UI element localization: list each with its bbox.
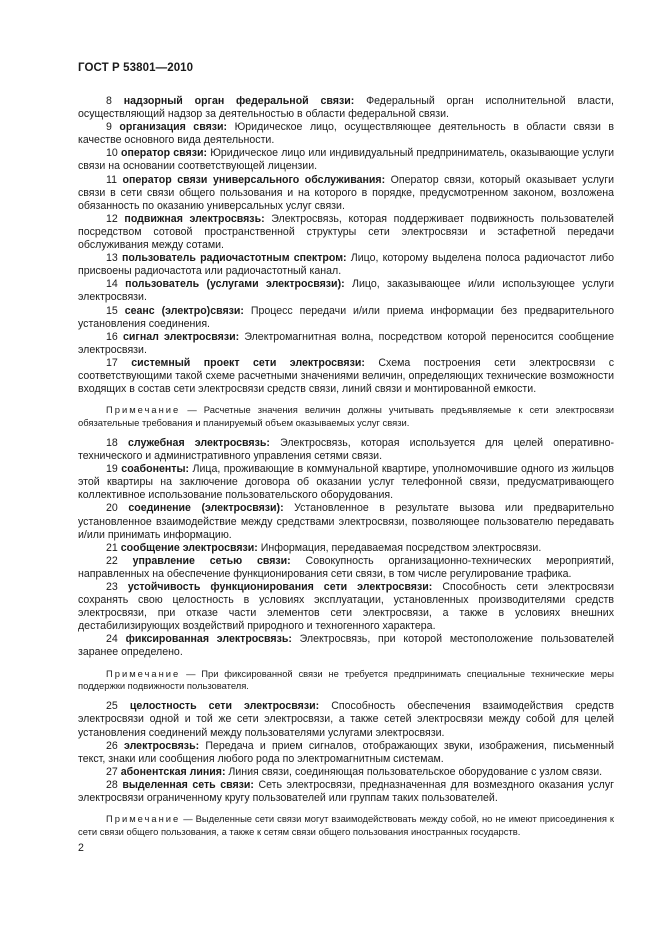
definition-item: [78, 740, 614, 766]
definition-number: 14: [106, 278, 118, 291]
definition-term: сообщение электросвязи:: [120, 541, 258, 554]
definition-term: подвижная электросвязь:: [124, 212, 265, 225]
definition-item: [78, 174, 614, 213]
definition-term: фиксированная электросвязь:: [125, 633, 292, 646]
definition-text: Сеть электросвязи, предназначенная для возмездного оказания услуг электросвязи ограниченному кругу пользователей или группам таких пользователей.: [78, 778, 615, 805]
note: [78, 668, 614, 693]
definition-term: пользователь радиочастотным спектром:: [121, 252, 347, 265]
definition-text: Способность сети электросвязи сохранять свою целостность в условиях эксплуатации, установленных производителями средств электросвязи, при отказе части элементов сети электросвязи, а также в условиях внешних дестабилизирующих воздействий природного и техногенного характера.: [78, 581, 614, 633]
definition-term: оператор связи универсального обслуживания:: [122, 173, 386, 186]
note-label: Примечание: [106, 813, 181, 825]
note-label: Примечание: [106, 404, 181, 416]
definition-text: Оператор связи, который оказывает услуги связи в сети связи общего пользования и на которого в порядке, предусмотренном законом, возложена обязанность по оказанию универсальных услуг связи.: [78, 173, 614, 212]
definitions-group: [78, 95, 614, 396]
definitions-content: [78, 95, 614, 846]
definition-text: Совокупность организационно-технических мероприятий, направленных на обеспечение функционирования сети связи, в том числе регулирование трафика.: [78, 554, 615, 580]
definition-number: 17: [106, 356, 118, 369]
definition-item: [78, 555, 614, 581]
definition-item: [78, 95, 614, 121]
definition-term: организация связи:: [119, 121, 228, 134]
definition-term: соабоненты:: [121, 463, 190, 476]
definition-item: [78, 213, 614, 252]
definition-term: оператор связи:: [120, 147, 208, 160]
definition-item: [78, 147, 614, 173]
definition-text: Линия связи, соединяющая пользовательское оборудование с узлом связи.: [228, 765, 603, 778]
note-text: — При фиксированной связи не требуется предпринимать специальные технические меры поддержки подвижности пользователя.: [78, 667, 614, 691]
definition-number: 21: [106, 541, 118, 554]
definition-term: соединение (электросвязи):: [128, 502, 284, 515]
page-number: 2: [78, 842, 84, 854]
definition-item: [78, 633, 614, 659]
definition-item: [78, 766, 614, 779]
definition-number: 13: [106, 252, 118, 265]
definition-term: абонентская линия:: [120, 765, 226, 778]
definition-number: 22: [106, 554, 118, 567]
definition-item: [78, 700, 614, 739]
definition-term: системный проект сети электросвязи:: [131, 356, 365, 369]
definition-text: Электросвязь, которая используется для целей оперативно-технического и административного управления сетями связи.: [78, 436, 614, 463]
definition-text: Электромагнитная волна, посредством которой переносится сообщение электросвязи.: [78, 330, 614, 356]
definition-text: Лица, проживающие в коммунальной квартире, уполномочившие одного из жильцов этой квартиры на заключение договора об оказании услуг телефонной связи, предусматривающего коллективное использование пользовательского оборудования.: [78, 463, 614, 502]
definition-text: Электросвязь, которая поддерживает подвижность пользователей посредством сотовой пространственной структуры сети электросвязи и эстафетной передачи обслуживания между сотами.: [78, 212, 614, 252]
definition-item: [78, 502, 614, 541]
definition-item: [78, 463, 614, 502]
definition-text: Передача и прием сигналов, отображающих звуки, изображения, письменный текст, знаки или сообщения любого рода по электромагнитным системам.: [78, 739, 614, 765]
definition-number: 20: [106, 502, 118, 515]
definition-term: сеанс (электро)связи:: [124, 304, 244, 317]
definitions-group: [78, 437, 614, 660]
definition-item: [78, 581, 614, 633]
definitions-group: [78, 700, 614, 805]
definition-number: 11: [106, 173, 117, 186]
definition-text: Электросвязь, при которой местоположение пользователей заранее определено.: [78, 633, 614, 659]
definition-number: 15: [106, 304, 118, 317]
definition-number: 24: [106, 633, 118, 646]
definition-term: устойчивость функционирования сети электросвязи:: [127, 581, 433, 593]
definition-text: Лицо, которому выделена полоса радиочастот либо присвоены радиочастота или радиочастотный канал.: [78, 252, 614, 278]
definition-item: [78, 542, 614, 555]
document-header: ГОСТ Р 53801—2010: [78, 62, 194, 74]
definition-term: пользователь (услугами электросвязи):: [125, 278, 345, 291]
definition-term: надзорный орган федеральной связи:: [123, 95, 355, 107]
definition-text: Установленное в результате вызова или предварительно установленное взаимодействие между средствами электросвязи, позволяющее пользователю передавать и/или принимать информацию.: [78, 502, 614, 541]
note: [78, 813, 614, 838]
definition-text: Юридическое лицо, осуществляющее деятельность в области связи в качестве основного вида деятельности.: [78, 121, 614, 147]
definition-text: Лицо, заказывающее и/или использующее услуги электросвязи.: [78, 278, 614, 304]
definition-number: 8: [106, 95, 112, 107]
definition-item: [78, 121, 614, 147]
definition-number: 10: [106, 147, 118, 160]
definition-item: [78, 278, 614, 304]
definition-number: 28: [106, 778, 118, 791]
definition-number: 18: [106, 436, 118, 449]
definition-number: 23: [106, 581, 118, 593]
definition-term: электросвязь:: [124, 739, 200, 752]
definition-term: целостность сети электросвязи:: [129, 700, 320, 713]
note-text: — Выделенные сети связи могут взаимодействовать между собой, но не имеют присоединения к сети связи общего пользования, а также к сетям связи общего пользования иностранных государств.: [78, 813, 614, 837]
note: [78, 404, 614, 429]
definition-text: Юридическое лицо или индивидуальный предприниматель, оказывающие услуги связи на основании соответствующей лицензии.: [78, 147, 614, 173]
definition-item: [78, 305, 614, 331]
definition-text: Схема построения сети электросвязи с соответствующими такой схеме расчетными значениями величин, определяющих технические возможности входящих в состав сети электросвязи средств связи, линий связи и монтированной емкости.: [78, 356, 615, 396]
definition-number: 16: [106, 330, 118, 343]
definition-term: служебная электросвязь:: [127, 436, 270, 449]
definition-term: управление сетью связи:: [132, 554, 291, 567]
definition-number: 9: [106, 121, 112, 134]
definition-number: 12: [106, 212, 118, 225]
definition-text: Федеральный орган исполнительной власти, осуществляющий надзор за деятельностью в области федеральной связи.: [78, 95, 614, 121]
definition-item: [78, 779, 614, 805]
definition-number: 26: [106, 739, 118, 752]
definition-item: [78, 252, 614, 278]
definition-item: [78, 357, 614, 396]
definition-number: 19: [106, 463, 118, 476]
definition-item: [78, 437, 614, 463]
note-label: Примечание: [106, 667, 181, 679]
definition-text: Процесс передачи и/или приема информации без предварительного установления соединения.: [78, 304, 614, 330]
definition-term: выделенная сеть связи:: [122, 778, 254, 791]
note-text: — Расчетные значения величин должны учитывать предъявляемые к сети электросвязи обязательные требования и планируемый объем оказываемых услуг связи.: [78, 404, 614, 428]
definition-text: Способность обеспечения взаимодействия средств электросвязи одной и той же сети электросвязи, а также сетей электросвязи между собой для целей установления соединений между пользователями услугами электросвязи.: [78, 700, 615, 739]
definition-item: [78, 331, 614, 357]
definition-text: Информация, передаваемая посредством электросвязи.: [260, 541, 542, 554]
definition-number: 27: [106, 765, 118, 778]
definition-term: сигнал электросвязи:: [123, 330, 240, 343]
definition-number: 25: [106, 700, 118, 713]
